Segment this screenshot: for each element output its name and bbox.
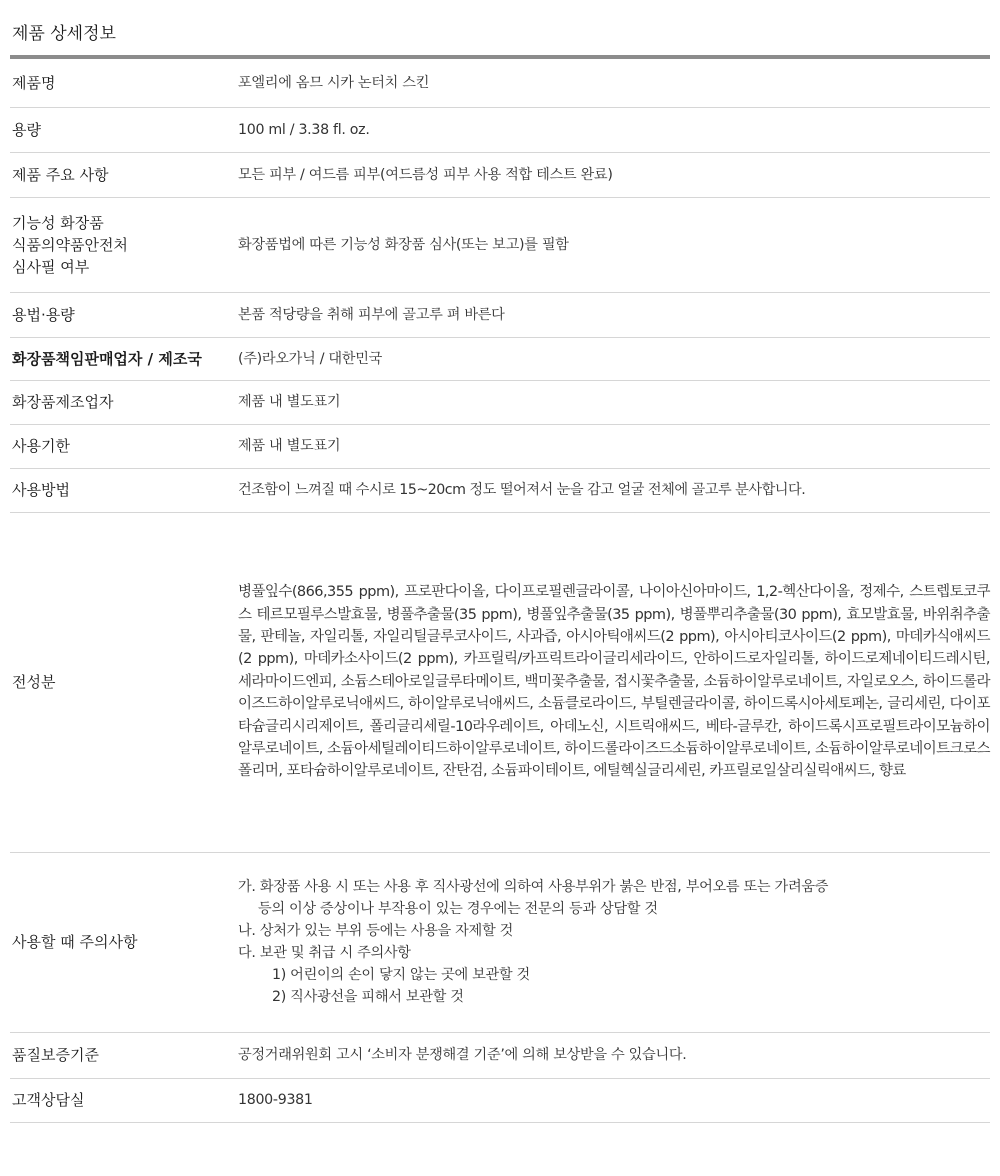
table-row (10, 1032, 990, 1078)
row-value-customer-center: 1800-9381 (238, 1078, 990, 1122)
row-value-manufacturer: 제품 내 별도표기 (238, 380, 990, 424)
table-row (10, 152, 990, 197)
table-row (10, 197, 990, 292)
row-value-usage-dosage: 본품 적당량을 취해 피부에 골고루 펴 바른다 (238, 292, 990, 337)
row-value-key-features: 모든 피부 / 여드름 피부(여드름성 피부 사용 적합 테스트 완료) (238, 152, 990, 197)
caution-list (238, 876, 990, 1008)
product-info-table (10, 59, 990, 1123)
caution-item: 2) 직사광선을 피해서 보관할 것 (272, 989, 464, 1005)
table-row (10, 852, 990, 1032)
table-row (10, 59, 990, 107)
row-label-key-features: 제품 주요 사항 (10, 152, 238, 197)
table-row (10, 337, 990, 380)
row-value-functional-cosmetic: 화장품법에 따른 기능성 화장품 심사(또는 보고)를 필함 (238, 197, 990, 292)
row-value-responsible-seller: (주)라오가닉 / 대한민국 (238, 337, 990, 380)
table-row (10, 380, 990, 424)
row-label-usage-dosage: 용법·용량 (10, 292, 238, 337)
table-row (10, 424, 990, 468)
row-label-responsible-seller: 화장품책임판매업자 / 제조국 (10, 337, 238, 380)
row-value-expiry: 제품 내 별도표기 (238, 424, 990, 468)
row-value-how-to-use: 건조함이 느껴질 때 수시로 15~20cm 정도 떨어져서 눈을 감고 얼굴 전체에 골고루 분사합니다. (238, 468, 990, 512)
row-label-manufacturer: 화장품제조업자 (10, 380, 238, 424)
row-label-functional-cosmetic (10, 197, 238, 292)
row-value-product-name: 포엘리에 옴므 시카 논터치 스킨 (238, 59, 990, 107)
row-value-volume: 100 ml / 3.38 fl. oz. (238, 107, 990, 152)
caution-item: 가. 화장품 사용 시 또는 사용 후 직사광선에 의하여 사용부위가 붉은 반점, 부어오름 또는 가려움증 (238, 879, 829, 895)
row-value-quality-standard: 공정거래위원회 고시 ‘소비자 분쟁해결 기준’에 의해 보상받을 수 있습니다. (238, 1032, 990, 1078)
page-title: 제품 상세정보 (12, 24, 116, 44)
table-row (10, 1078, 990, 1122)
label-line: 식품의약품안전처 (12, 235, 128, 254)
table-row (10, 292, 990, 337)
label-line: 심사필 여부 (12, 257, 90, 276)
row-label-volume: 용량 (10, 107, 238, 152)
row-label-customer-center: 고객상담실 (10, 1078, 238, 1122)
caution-item: 다. 보관 및 취급 시 주의사항 (238, 945, 411, 961)
table-row (10, 512, 990, 852)
row-value-ingredients-cell (238, 512, 990, 852)
row-label-cautions: 사용할 때 주의사항 (10, 852, 238, 1032)
row-label-ingredients: 전성분 (10, 512, 238, 852)
caution-item: 등의 이상 증상이나 부작용이 있는 경우에는 전문의 등과 상담할 것 (258, 901, 658, 917)
row-label-product-name: 제품명 (10, 59, 238, 107)
row-label-how-to-use: 사용방법 (10, 468, 238, 512)
row-label-quality-standard: 품질보증기준 (10, 1032, 238, 1078)
table-row (10, 468, 990, 512)
label-line: 기능성 화장품 (12, 213, 104, 232)
caution-item: 나. 상처가 있는 부위 등에는 사용을 자제할 것 (238, 923, 513, 939)
caution-item: 1) 어린이의 손이 닿지 않는 곳에 보관할 것 (272, 967, 530, 983)
table-row (10, 107, 990, 152)
row-value-cautions (238, 852, 990, 1032)
row-label-expiry: 사용기한 (10, 424, 238, 468)
ingredients-text: 병풀잎수(866,355 ppm), 프로판다이올, 다이프로필렌글라이콜, 나이아신아마이드, 1,2-헥산다이올, 정제수, 스트렙토코쿠스 테르모필루스발효물, 병풀추출물(35 ppm), 병풀잎추출물(35 ppm), 병풀뿌리추출물(30 ppm), 효모발효물, 바위취추출물, 판테놀, 자일리톨, 자일리틸글루코사이드, 사과즙, 아시아틱애씨드(2 ppm), 아시아티코사이드(2 ppm), 마데카식애씨드(2 ppm), 마데카소사이드(2 ppm), 카프릴릭/카프릭트라이글리세라이드, 안하이드로자일리톨, 하이드로제네이티드레시틴, 세라마이드엔피, 소듐스테아로일글루타메이트, 백미꽃추출물, 접시꽃추출물, 소듐하이알루로네이트, 자일로오스, 하이드롤라이즈드하이알루로닉애씨드, 하이알루로닉애씨드, 소듐클로라이드, 부틸렌글라이콜, 하이드록시아세토페논, 글리세린, 다이포타슘글리시리제이트, 폴리글리세릴-10라우레이트, 아데노신, 시트릭애씨드, 베타-글루칸, 하이드록시프로필트라이모늄하이알루로네이트, 소듐아세틸레이티드하이알루로네이트, 하이드롤라이즈드소듐하이알루로네이트, 소듐하이알루로네이트크로스폴리머, 포타슘하이알루로네이트, 잔탄검, 소듐파이테이트, 에틸헥실글리세린, 카프릴로일살리실릭애씨드, 향료 (238, 584, 990, 780)
